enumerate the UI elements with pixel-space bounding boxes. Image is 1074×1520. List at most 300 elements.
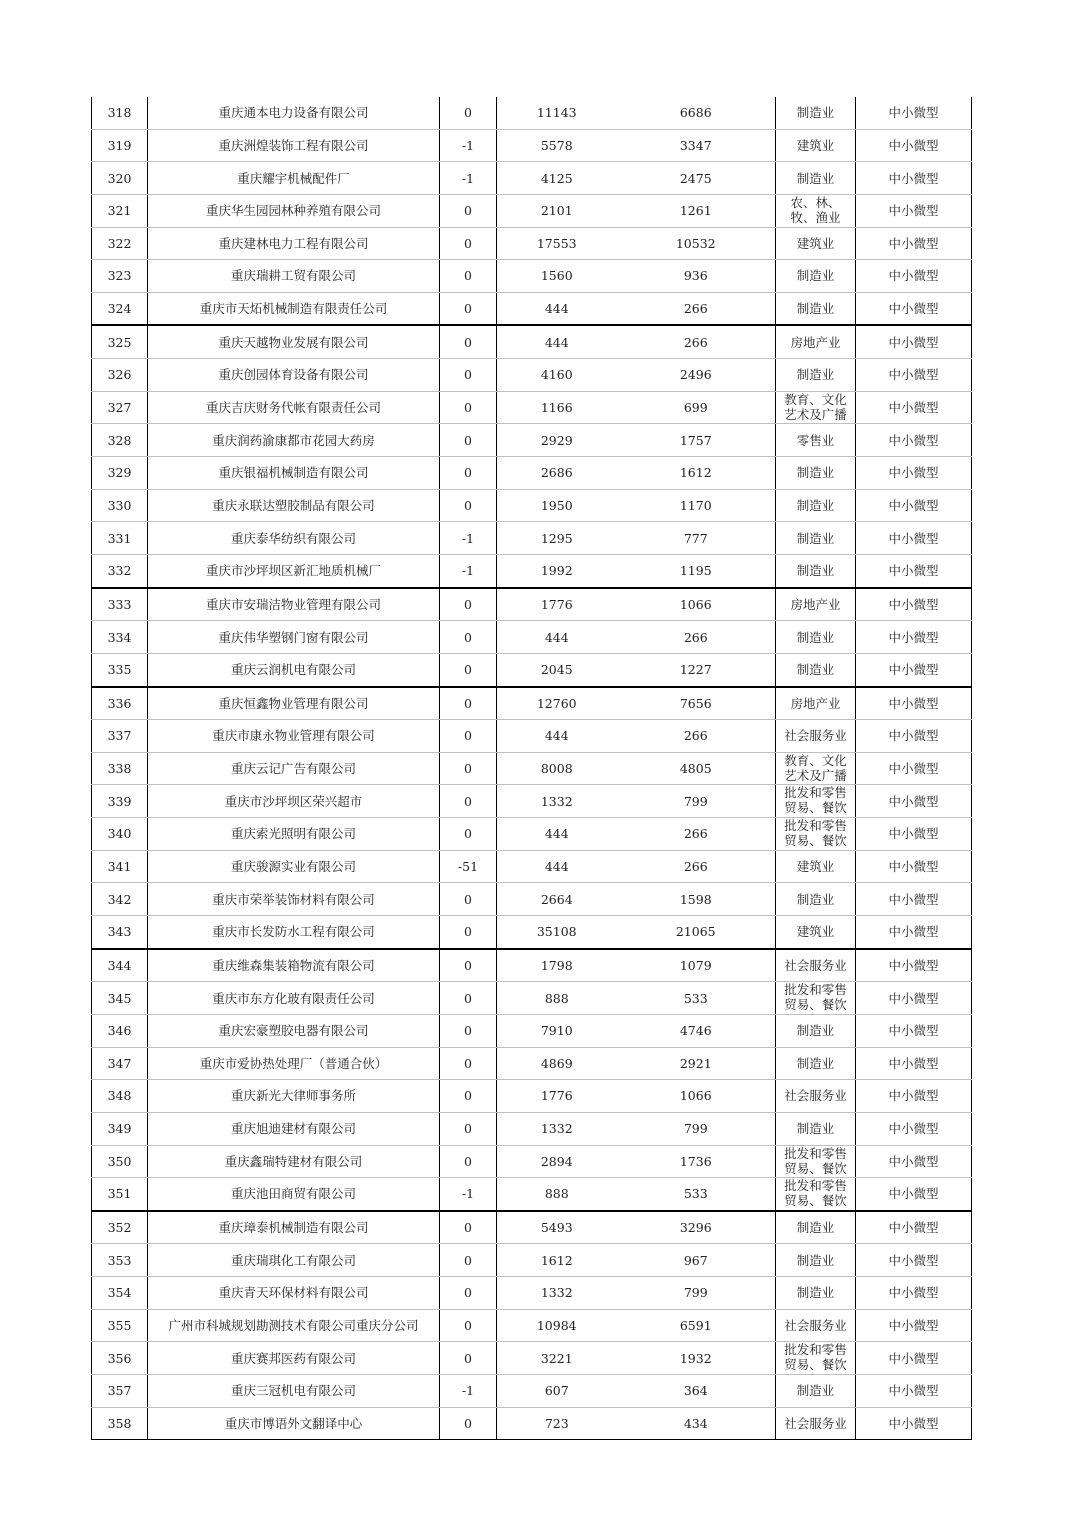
row-number-cell: 340 bbox=[92, 818, 148, 851]
value-a-cell: 0 bbox=[440, 359, 497, 392]
table-row bbox=[92, 916, 972, 949]
enterprise-size-cell: 中小微型 bbox=[856, 1080, 972, 1113]
value-c-cell: 1227 bbox=[617, 653, 776, 686]
table-row bbox=[92, 457, 972, 490]
row-number-cell: 335 bbox=[92, 653, 148, 686]
industry-cell bbox=[776, 818, 856, 851]
value-a-cell: 0 bbox=[440, 982, 497, 1015]
industry-cell: 制造业 bbox=[776, 1014, 856, 1047]
table-row bbox=[92, 97, 972, 129]
value-b-cell: 723 bbox=[497, 1407, 617, 1440]
industry-cell bbox=[776, 1178, 856, 1211]
value-a-cell: 0 bbox=[440, 1277, 497, 1310]
company-name-cell: 重庆市博语外文翻译中心 bbox=[148, 1407, 440, 1440]
company-name-cell: 重庆索光照明有限公司 bbox=[148, 818, 440, 851]
industry-cell: 建筑业 bbox=[776, 227, 856, 260]
value-b-cell: 1332 bbox=[497, 1277, 617, 1310]
value-c-cell: 1066 bbox=[617, 588, 776, 621]
company-name-cell: 重庆耀宇机械配件厂 bbox=[148, 162, 440, 195]
enterprise-table bbox=[91, 97, 972, 1440]
industry-label: 批发和零售贸易、餐饮 bbox=[784, 1342, 847, 1373]
industry-cell bbox=[776, 391, 856, 424]
table-row bbox=[92, 260, 972, 293]
value-a-cell: 0 bbox=[440, 424, 497, 457]
company-name-cell: 重庆通本电力设备有限公司 bbox=[148, 97, 440, 129]
value-a-cell: 0 bbox=[440, 653, 497, 686]
company-name-cell: 重庆润药渝康都市花园大药房 bbox=[148, 424, 440, 457]
table-row bbox=[92, 359, 972, 392]
value-a-cell: 0 bbox=[440, 1309, 497, 1342]
enterprise-size-cell: 中小微型 bbox=[856, 1047, 972, 1080]
value-b-cell: 2894 bbox=[497, 1145, 617, 1178]
value-c-cell: 266 bbox=[617, 621, 776, 654]
value-b-cell: 444 bbox=[497, 292, 617, 325]
table-row bbox=[92, 883, 972, 916]
value-a-cell: 0 bbox=[440, 1244, 497, 1277]
row-number-cell: 322 bbox=[92, 227, 148, 260]
company-name-cell: 重庆瑞耕工贸有限公司 bbox=[148, 260, 440, 293]
value-c-cell: 533 bbox=[617, 982, 776, 1015]
company-name-cell: 重庆鑫瑞特建材有限公司 bbox=[148, 1145, 440, 1178]
table-row bbox=[92, 850, 972, 883]
table-row bbox=[92, 1342, 972, 1375]
value-a-cell: 0 bbox=[440, 260, 497, 293]
value-b-cell: 17553 bbox=[497, 227, 617, 260]
row-number-cell: 327 bbox=[92, 391, 148, 424]
company-name-cell: 重庆瑞琪化工有限公司 bbox=[148, 1244, 440, 1277]
company-name-cell: 重庆赛邦医药有限公司 bbox=[148, 1342, 440, 1375]
company-name-cell: 重庆新光大律师事务所 bbox=[148, 1080, 440, 1113]
industry-cell: 制造业 bbox=[776, 554, 856, 587]
table-row bbox=[92, 1277, 972, 1310]
industry-label: 批发和零售贸易、餐饮 bbox=[784, 785, 847, 816]
value-b-cell: 1295 bbox=[497, 522, 617, 555]
company-name-cell: 重庆市东方化玻有限责任公司 bbox=[148, 982, 440, 1015]
industry-cell: 制造业 bbox=[776, 1211, 856, 1244]
enterprise-size-cell: 中小微型 bbox=[856, 752, 972, 785]
enterprise-size-cell: 中小微型 bbox=[856, 1342, 972, 1375]
table-row bbox=[92, 1145, 972, 1178]
value-c-cell: 1170 bbox=[617, 489, 776, 522]
enterprise-size-cell: 中小微型 bbox=[856, 129, 972, 162]
value-c-cell: 6686 bbox=[617, 97, 776, 129]
table-row bbox=[92, 1178, 972, 1211]
value-a-cell: 0 bbox=[440, 457, 497, 490]
value-a-cell: -51 bbox=[440, 850, 497, 883]
value-c-cell: 1066 bbox=[617, 1080, 776, 1113]
row-number-cell: 336 bbox=[92, 687, 148, 720]
value-b-cell: 12760 bbox=[497, 687, 617, 720]
row-number-cell: 338 bbox=[92, 752, 148, 785]
row-number-cell: 344 bbox=[92, 949, 148, 982]
industry-cell bbox=[776, 1342, 856, 1375]
value-a-cell: -1 bbox=[440, 1178, 497, 1211]
enterprise-size-cell: 中小微型 bbox=[856, 522, 972, 555]
value-a-cell: 0 bbox=[440, 292, 497, 325]
company-name-cell: 重庆市长发防水工程有限公司 bbox=[148, 916, 440, 949]
row-number-cell: 357 bbox=[92, 1374, 148, 1407]
value-a-cell: 0 bbox=[440, 621, 497, 654]
value-c-cell: 533 bbox=[617, 1178, 776, 1211]
value-a-cell: 0 bbox=[440, 916, 497, 949]
enterprise-size-cell: 中小微型 bbox=[856, 916, 972, 949]
value-b-cell: 1560 bbox=[497, 260, 617, 293]
value-b-cell: 1776 bbox=[497, 588, 617, 621]
company-name-cell: 重庆泰华纺织有限公司 bbox=[148, 522, 440, 555]
value-a-cell: 0 bbox=[440, 720, 497, 753]
row-number-cell: 346 bbox=[92, 1014, 148, 1047]
enterprise-size-cell: 中小微型 bbox=[856, 1178, 972, 1211]
table-row bbox=[92, 1309, 972, 1342]
company-name-cell: 重庆吉庆财务代帐有限责任公司 bbox=[148, 391, 440, 424]
enterprise-size-cell: 中小微型 bbox=[856, 554, 972, 587]
industry-cell: 建筑业 bbox=[776, 850, 856, 883]
industry-label: 批发和零售贸易、餐饮 bbox=[784, 982, 847, 1013]
row-number-cell: 330 bbox=[92, 489, 148, 522]
enterprise-size-cell: 中小微型 bbox=[856, 1407, 972, 1440]
value-c-cell: 266 bbox=[617, 818, 776, 851]
industry-cell: 制造业 bbox=[776, 1374, 856, 1407]
company-name-cell: 重庆市天炻机械制造有限责任公司 bbox=[148, 292, 440, 325]
company-name-cell: 重庆璋泰机械制造有限公司 bbox=[148, 1211, 440, 1244]
company-name-cell: 重庆伟华塑钢门窗有限公司 bbox=[148, 621, 440, 654]
industry-label: 批发和零售贸易、餐饮 bbox=[784, 818, 847, 849]
value-a-cell: 0 bbox=[440, 1112, 497, 1145]
enterprise-size-cell: 中小微型 bbox=[856, 785, 972, 818]
value-a-cell: 0 bbox=[440, 1047, 497, 1080]
table-row bbox=[92, 1211, 972, 1244]
table-body bbox=[92, 97, 972, 1440]
industry-cell: 制造业 bbox=[776, 97, 856, 129]
industry-cell: 零售业 bbox=[776, 424, 856, 457]
value-c-cell: 1612 bbox=[617, 457, 776, 490]
industry-cell: 制造业 bbox=[776, 1244, 856, 1277]
table-row bbox=[92, 489, 972, 522]
table-row bbox=[92, 1374, 972, 1407]
table-row bbox=[92, 194, 972, 227]
table-row bbox=[92, 522, 972, 555]
row-number-cell: 321 bbox=[92, 194, 148, 227]
enterprise-size-cell: 中小微型 bbox=[856, 1277, 972, 1310]
value-a-cell: 0 bbox=[440, 325, 497, 358]
enterprise-size-cell: 中小微型 bbox=[856, 457, 972, 490]
industry-cell: 制造业 bbox=[776, 260, 856, 293]
enterprise-size-cell: 中小微型 bbox=[856, 653, 972, 686]
value-b-cell: 1332 bbox=[497, 785, 617, 818]
industry-label: 批发和零售贸易、餐饮 bbox=[784, 1178, 847, 1209]
enterprise-size-cell: 中小微型 bbox=[856, 97, 972, 129]
value-c-cell: 266 bbox=[617, 292, 776, 325]
value-b-cell: 888 bbox=[497, 982, 617, 1015]
enterprise-size-cell: 中小微型 bbox=[856, 1244, 972, 1277]
value-c-cell: 799 bbox=[617, 1112, 776, 1145]
enterprise-size-cell: 中小微型 bbox=[856, 818, 972, 851]
company-name-cell: 重庆建林电力工程有限公司 bbox=[148, 227, 440, 260]
industry-cell: 制造业 bbox=[776, 621, 856, 654]
value-a-cell: -1 bbox=[440, 162, 497, 195]
row-number-cell: 342 bbox=[92, 883, 148, 916]
industry-cell: 房地产业 bbox=[776, 325, 856, 358]
value-c-cell: 799 bbox=[617, 1277, 776, 1310]
industry-cell: 制造业 bbox=[776, 359, 856, 392]
industry-cell: 制造业 bbox=[776, 522, 856, 555]
row-number-cell: 341 bbox=[92, 850, 148, 883]
value-b-cell: 7910 bbox=[497, 1014, 617, 1047]
table-row bbox=[92, 1112, 972, 1145]
row-number-cell: 318 bbox=[92, 97, 148, 129]
enterprise-size-cell: 中小微型 bbox=[856, 1112, 972, 1145]
industry-label: 批发和零售贸易、餐饮 bbox=[784, 1145, 847, 1176]
value-c-cell: 6591 bbox=[617, 1309, 776, 1342]
value-b-cell: 1166 bbox=[497, 391, 617, 424]
value-b-cell: 3221 bbox=[497, 1342, 617, 1375]
value-a-cell: 0 bbox=[440, 1145, 497, 1178]
value-b-cell: 4125 bbox=[497, 162, 617, 195]
value-c-cell: 364 bbox=[617, 1374, 776, 1407]
value-c-cell: 3296 bbox=[617, 1211, 776, 1244]
row-number-cell: 323 bbox=[92, 260, 148, 293]
enterprise-size-cell: 中小微型 bbox=[856, 1211, 972, 1244]
row-number-cell: 329 bbox=[92, 457, 148, 490]
industry-cell: 社会服务业 bbox=[776, 720, 856, 753]
enterprise-size-cell: 中小微型 bbox=[856, 325, 972, 358]
enterprise-size-cell: 中小微型 bbox=[856, 359, 972, 392]
value-a-cell: 0 bbox=[440, 588, 497, 621]
industry-label: 教育、文化艺术及广播 bbox=[784, 391, 847, 422]
table-row bbox=[92, 1014, 972, 1047]
value-a-cell: 0 bbox=[440, 1211, 497, 1244]
value-b-cell: 5578 bbox=[497, 129, 617, 162]
table-row bbox=[92, 227, 972, 260]
value-b-cell: 1798 bbox=[497, 949, 617, 982]
value-b-cell: 444 bbox=[497, 720, 617, 753]
value-c-cell: 3347 bbox=[617, 129, 776, 162]
row-number-cell: 354 bbox=[92, 1277, 148, 1310]
company-name-cell: 重庆旭迪建材有限公司 bbox=[148, 1112, 440, 1145]
industry-cell: 房地产业 bbox=[776, 588, 856, 621]
table-row bbox=[92, 1080, 972, 1113]
table-row bbox=[92, 752, 972, 785]
table-row bbox=[92, 162, 972, 195]
row-number-cell: 355 bbox=[92, 1309, 148, 1342]
industry-cell bbox=[776, 982, 856, 1015]
company-name-cell: 重庆市安瑞洁物业管理有限公司 bbox=[148, 588, 440, 621]
row-number-cell: 333 bbox=[92, 588, 148, 621]
company-name-cell: 重庆池田商贸有限公司 bbox=[148, 1178, 440, 1211]
industry-cell: 社会服务业 bbox=[776, 1309, 856, 1342]
value-c-cell: 1598 bbox=[617, 883, 776, 916]
value-b-cell: 2686 bbox=[497, 457, 617, 490]
table-row bbox=[92, 720, 972, 753]
industry-cell bbox=[776, 1145, 856, 1178]
table-row bbox=[92, 1407, 972, 1440]
row-number-cell: 358 bbox=[92, 1407, 148, 1440]
table-row bbox=[92, 554, 972, 587]
enterprise-size-cell: 中小微型 bbox=[856, 850, 972, 883]
value-b-cell: 5493 bbox=[497, 1211, 617, 1244]
industry-cell bbox=[776, 752, 856, 785]
row-number-cell: 319 bbox=[92, 129, 148, 162]
value-b-cell: 1950 bbox=[497, 489, 617, 522]
value-a-cell: -1 bbox=[440, 129, 497, 162]
enterprise-size-cell: 中小微型 bbox=[856, 720, 972, 753]
value-c-cell: 434 bbox=[617, 1407, 776, 1440]
industry-cell: 制造业 bbox=[776, 1112, 856, 1145]
company-name-cell: 重庆市沙坪坝区新汇地质机械厂 bbox=[148, 554, 440, 587]
enterprise-size-cell: 中小微型 bbox=[856, 1014, 972, 1047]
value-b-cell: 1776 bbox=[497, 1080, 617, 1113]
row-number-cell: 334 bbox=[92, 621, 148, 654]
company-name-cell: 重庆市荣举装饰材料有限公司 bbox=[148, 883, 440, 916]
value-c-cell: 21065 bbox=[617, 916, 776, 949]
value-b-cell: 10984 bbox=[497, 1309, 617, 1342]
table-row bbox=[92, 818, 972, 851]
enterprise-size-cell: 中小微型 bbox=[856, 424, 972, 457]
company-name-cell: 重庆天越物业发展有限公司 bbox=[148, 325, 440, 358]
table-row bbox=[92, 949, 972, 982]
company-name-cell: 重庆宏豪塑胶电器有限公司 bbox=[148, 1014, 440, 1047]
company-name-cell: 重庆三冠机电有限公司 bbox=[148, 1374, 440, 1407]
value-b-cell: 2101 bbox=[497, 194, 617, 227]
enterprise-size-cell: 中小微型 bbox=[856, 883, 972, 916]
company-name-cell: 广州市科城规划勘测技术有限公司重庆分公司 bbox=[148, 1309, 440, 1342]
value-a-cell: 0 bbox=[440, 391, 497, 424]
table-row bbox=[92, 391, 972, 424]
company-name-cell: 重庆骏源实业有限公司 bbox=[148, 850, 440, 883]
company-name-cell: 重庆市爱协热处理厂（普通合伙） bbox=[148, 1047, 440, 1080]
enterprise-size-cell: 中小微型 bbox=[856, 194, 972, 227]
industry-cell bbox=[776, 194, 856, 227]
value-a-cell: 0 bbox=[440, 949, 497, 982]
value-a-cell: 0 bbox=[440, 227, 497, 260]
company-name-cell: 重庆恒鑫物业管理有限公司 bbox=[148, 687, 440, 720]
row-number-cell: 351 bbox=[92, 1178, 148, 1211]
table-row bbox=[92, 1244, 972, 1277]
industry-cell: 建筑业 bbox=[776, 916, 856, 949]
value-c-cell: 777 bbox=[617, 522, 776, 555]
value-c-cell: 1757 bbox=[617, 424, 776, 457]
row-number-cell: 326 bbox=[92, 359, 148, 392]
enterprise-size-cell: 中小微型 bbox=[856, 621, 972, 654]
enterprise-size-cell: 中小微型 bbox=[856, 260, 972, 293]
enterprise-size-cell: 中小微型 bbox=[856, 292, 972, 325]
value-b-cell: 888 bbox=[497, 1178, 617, 1211]
value-a-cell: 0 bbox=[440, 1407, 497, 1440]
row-number-cell: 345 bbox=[92, 982, 148, 1015]
company-name-cell: 重庆永联达塑胶制品有限公司 bbox=[148, 489, 440, 522]
value-a-cell: 0 bbox=[440, 883, 497, 916]
enterprise-size-cell: 中小微型 bbox=[856, 982, 972, 1015]
value-c-cell: 266 bbox=[617, 850, 776, 883]
enterprise-size-cell: 中小微型 bbox=[856, 687, 972, 720]
value-c-cell: 4746 bbox=[617, 1014, 776, 1047]
value-a-cell: 0 bbox=[440, 752, 497, 785]
value-c-cell: 967 bbox=[617, 1244, 776, 1277]
company-name-cell: 重庆市康永物业管理有限公司 bbox=[148, 720, 440, 753]
row-number-cell: 337 bbox=[92, 720, 148, 753]
value-b-cell: 444 bbox=[497, 850, 617, 883]
table-row bbox=[92, 785, 972, 818]
value-b-cell: 2664 bbox=[497, 883, 617, 916]
value-a-cell: 0 bbox=[440, 687, 497, 720]
company-name-cell: 重庆洲煌装饰工程有限公司 bbox=[148, 129, 440, 162]
table-row bbox=[92, 621, 972, 654]
row-number-cell: 347 bbox=[92, 1047, 148, 1080]
value-a-cell: 0 bbox=[440, 97, 497, 129]
industry-label: 教育、文化艺术及广播 bbox=[784, 752, 847, 783]
table-row bbox=[92, 982, 972, 1015]
value-c-cell: 936 bbox=[617, 260, 776, 293]
value-b-cell: 1612 bbox=[497, 1244, 617, 1277]
enterprise-size-cell: 中小微型 bbox=[856, 391, 972, 424]
enterprise-size-cell: 中小微型 bbox=[856, 949, 972, 982]
enterprise-size-cell: 中小微型 bbox=[856, 1309, 972, 1342]
company-name-cell: 重庆银福机械制造有限公司 bbox=[148, 457, 440, 490]
value-c-cell: 1079 bbox=[617, 949, 776, 982]
row-number-cell: 348 bbox=[92, 1080, 148, 1113]
enterprise-size-cell: 中小微型 bbox=[856, 162, 972, 195]
value-b-cell: 1992 bbox=[497, 554, 617, 587]
value-a-cell: 0 bbox=[440, 818, 497, 851]
industry-cell: 制造业 bbox=[776, 489, 856, 522]
enterprise-size-cell: 中小微型 bbox=[856, 1145, 972, 1178]
value-c-cell: 799 bbox=[617, 785, 776, 818]
enterprise-size-cell: 中小微型 bbox=[856, 1374, 972, 1407]
value-b-cell: 11143 bbox=[497, 97, 617, 129]
company-name-cell: 重庆云润机电有限公司 bbox=[148, 653, 440, 686]
row-number-cell: 356 bbox=[92, 1342, 148, 1375]
value-a-cell: 0 bbox=[440, 1342, 497, 1375]
value-b-cell: 4869 bbox=[497, 1047, 617, 1080]
table-row bbox=[92, 1047, 972, 1080]
industry-cell: 社会服务业 bbox=[776, 1080, 856, 1113]
company-name-cell: 重庆云记广告有限公司 bbox=[148, 752, 440, 785]
table-row bbox=[92, 129, 972, 162]
industry-cell: 制造业 bbox=[776, 883, 856, 916]
value-c-cell: 1195 bbox=[617, 554, 776, 587]
row-number-cell: 331 bbox=[92, 522, 148, 555]
company-name-cell: 重庆创园体育设备有限公司 bbox=[148, 359, 440, 392]
value-b-cell: 444 bbox=[497, 621, 617, 654]
row-number-cell: 320 bbox=[92, 162, 148, 195]
value-c-cell: 4805 bbox=[617, 752, 776, 785]
company-name-cell: 重庆青天环保材料有限公司 bbox=[148, 1277, 440, 1310]
value-b-cell: 607 bbox=[497, 1374, 617, 1407]
industry-cell: 制造业 bbox=[776, 1277, 856, 1310]
table-row bbox=[92, 325, 972, 358]
value-a-cell: 0 bbox=[440, 785, 497, 818]
value-c-cell: 1932 bbox=[617, 1342, 776, 1375]
row-number-cell: 324 bbox=[92, 292, 148, 325]
industry-cell: 建筑业 bbox=[776, 129, 856, 162]
row-number-cell: 352 bbox=[92, 1211, 148, 1244]
enterprise-size-cell: 中小微型 bbox=[856, 588, 972, 621]
value-b-cell: 2929 bbox=[497, 424, 617, 457]
value-c-cell: 1261 bbox=[617, 194, 776, 227]
table-row bbox=[92, 653, 972, 686]
company-name-cell: 重庆维森集装箱物流有限公司 bbox=[148, 949, 440, 982]
value-a-cell: 0 bbox=[440, 1080, 497, 1113]
table-row bbox=[92, 687, 972, 720]
value-b-cell: 1332 bbox=[497, 1112, 617, 1145]
table-row bbox=[92, 424, 972, 457]
value-b-cell: 444 bbox=[497, 325, 617, 358]
industry-cell: 制造业 bbox=[776, 653, 856, 686]
value-c-cell: 1736 bbox=[617, 1145, 776, 1178]
row-number-cell: 343 bbox=[92, 916, 148, 949]
industry-cell: 制造业 bbox=[776, 162, 856, 195]
value-a-cell: -1 bbox=[440, 522, 497, 555]
